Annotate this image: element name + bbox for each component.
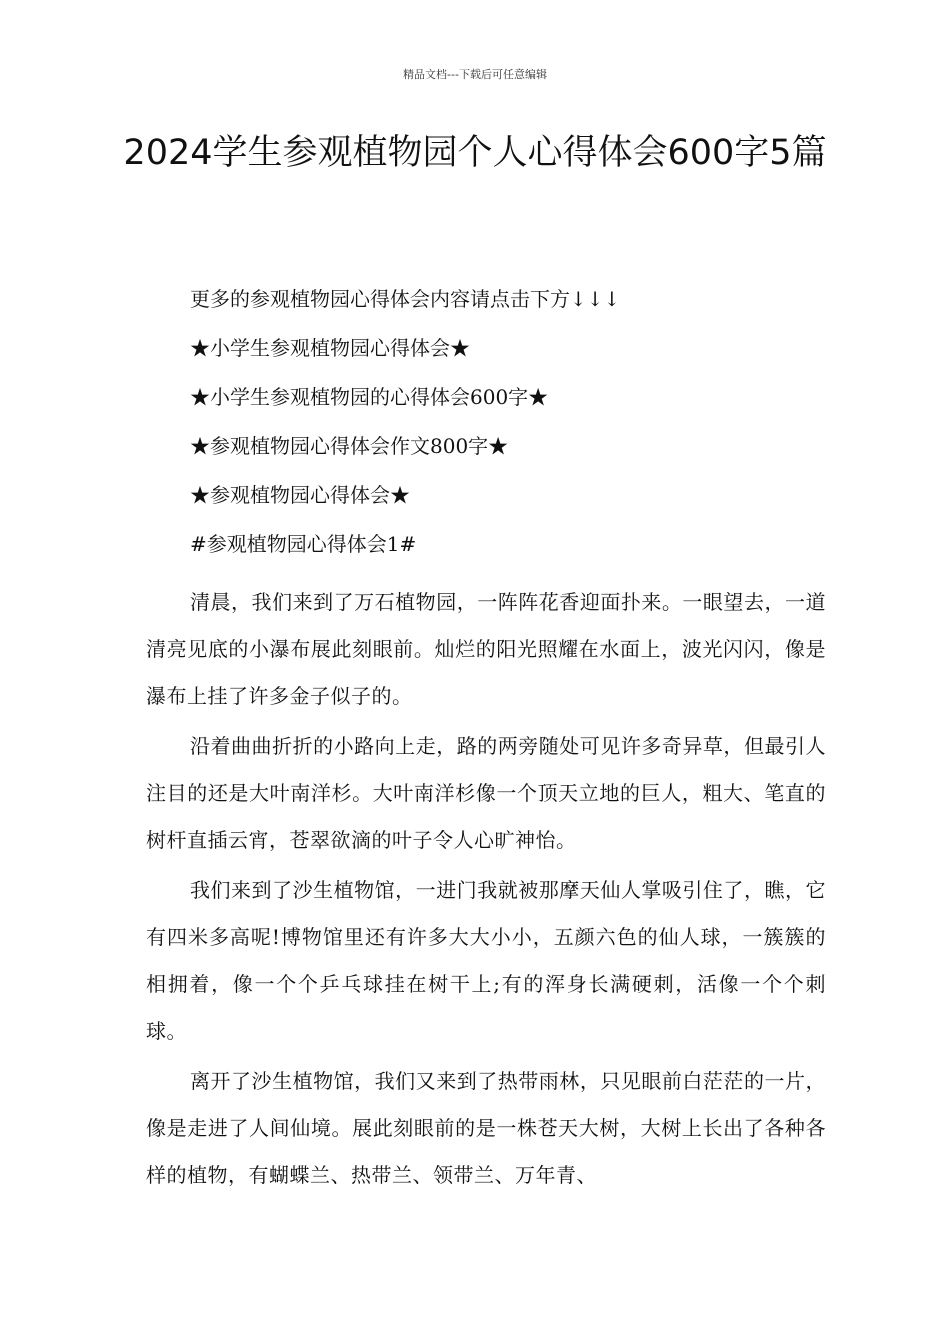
link-visit-experience[interactable]: ★参观植物园心得体会★ bbox=[190, 483, 410, 507]
link-essay-800[interactable]: ★参观植物园心得体会作文800字★ bbox=[190, 434, 509, 458]
paragraph-3: 我们来到了沙生植物馆，一进门我就被那摩天仙人掌吸引住了，瞧，它有四米多高呢!博物馆里还有许多大大小小，五颜六色的仙人球，一簇簇的相拥着，像一个个乒乓球挂在树干上;有的浑身长满硬刺，活像一个个刺球。 bbox=[146, 878, 826, 1043]
header-note: 精品文档---下载后可任意编辑 bbox=[403, 68, 547, 81]
link-primary-school-visit[interactable]: ★小学生参观植物园心得体会★ bbox=[190, 336, 470, 360]
document-title: 2024学生参观植物园个人心得体会600字5篇 bbox=[123, 133, 827, 173]
section-heading-1: #参观植物园心得体会1# bbox=[190, 532, 417, 556]
intro-line: 更多的参观植物园心得体会内容请点击下方↓↓↓ bbox=[190, 287, 621, 311]
paragraph-2: 沿着曲曲折折的小路向上走，路的两旁随处可见许多奇异草，但最引人注目的还是大叶南洋杉。大叶南洋杉像一个顶天立地的巨人，粗大、笔直的树杆直插云宵，苍翠欲滴的叶子令人心旷神怡。 bbox=[146, 734, 826, 852]
document-body bbox=[146, 285, 826, 1202]
paragraph-4: 离开了沙生植物馆，我们又来到了热带雨林，只见眼前白茫茫的一片，像是走进了人间仙境。展此刻眼前的是一株苍天大树，大树上长出了各种各样的植物，有蝴蝶兰、热带兰、领带兰、万年青、 bbox=[146, 1069, 826, 1187]
link-primary-school-600[interactable]: ★小学生参观植物园的心得体会600字★ bbox=[190, 385, 549, 409]
paragraph-1: 清晨，我们来到了万石植物园，一阵阵花香迎面扑来。一眼望去，一道清亮见底的小瀑布展此刻眼前。灿烂的阳光照耀在水面上，波光闪闪，像是瀑布上挂了许多金子似子的。 bbox=[146, 590, 826, 708]
